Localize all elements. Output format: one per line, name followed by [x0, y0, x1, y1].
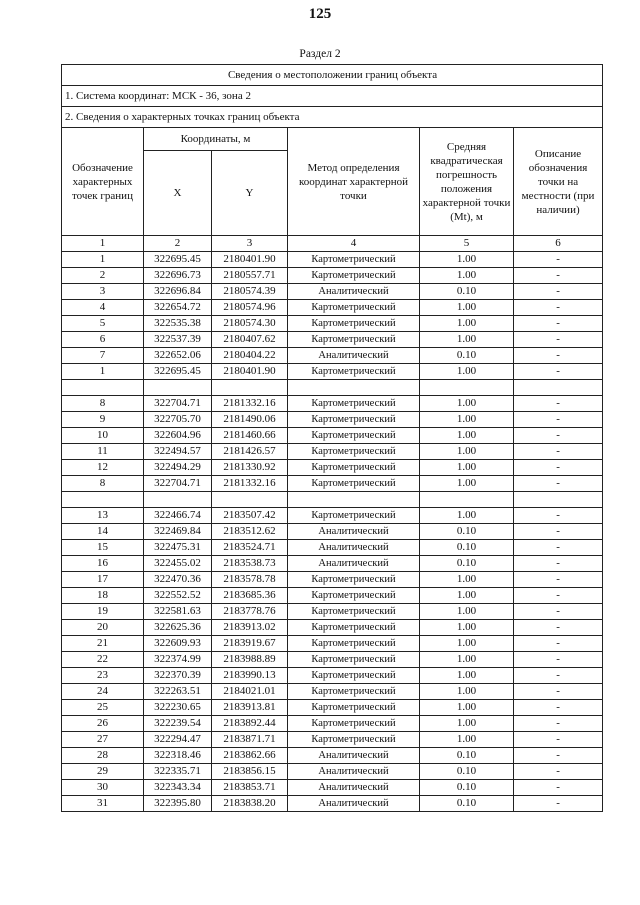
error-cell: 0.10	[420, 764, 514, 780]
error-cell: 0.10	[420, 348, 514, 364]
y-cell: 2181332.16	[212, 396, 288, 412]
description-cell: -	[514, 316, 603, 332]
description-cell: -	[514, 268, 603, 284]
y-cell: 2180407.62	[212, 332, 288, 348]
error-cell: 1.00	[420, 316, 514, 332]
table-row	[62, 444, 603, 460]
description-cell: -	[514, 284, 603, 300]
error-cell: 1.00	[420, 508, 514, 524]
error-cell: 1.00	[420, 668, 514, 684]
error-cell: 1.00	[420, 364, 514, 380]
coord-system-row	[62, 86, 603, 107]
x-cell: 322696.73	[144, 268, 212, 284]
coord-system-text: 1. Система координат: МСК - 36, зона 2	[62, 86, 603, 107]
error-cell: 1.00	[420, 476, 514, 492]
x-cell: 322696.84	[144, 284, 212, 300]
empty-cell	[62, 492, 144, 508]
error-cell: 1.00	[420, 252, 514, 268]
description-cell: -	[514, 748, 603, 764]
description-cell: -	[514, 796, 603, 812]
table-row	[62, 540, 603, 556]
point-id-cell: 9	[62, 412, 144, 428]
column-number: 5	[420, 236, 514, 252]
x-cell: 322470.36	[144, 572, 212, 588]
description-cell: -	[514, 588, 603, 604]
y-cell: 2183913.81	[212, 700, 288, 716]
empty-cell	[514, 380, 603, 396]
point-id-cell: 10	[62, 428, 144, 444]
y-cell: 2183538.73	[212, 556, 288, 572]
description-cell: -	[514, 412, 603, 428]
y-cell: 2180401.90	[212, 364, 288, 380]
error-cell: 0.10	[420, 796, 514, 812]
description-cell: -	[514, 732, 603, 748]
error-cell: 1.00	[420, 620, 514, 636]
y-cell: 2184021.01	[212, 684, 288, 700]
description-cell: -	[514, 508, 603, 524]
table-row	[62, 428, 603, 444]
table-row	[62, 748, 603, 764]
point-id-cell: 1	[62, 364, 144, 380]
description-cell: -	[514, 540, 603, 556]
error-cell: 0.10	[420, 524, 514, 540]
x-cell: 322263.51	[144, 684, 212, 700]
description-cell: -	[514, 300, 603, 316]
error-cell: 1.00	[420, 444, 514, 460]
table-row	[62, 764, 603, 780]
y-cell: 2183778.76	[212, 604, 288, 620]
point-id-cell: 8	[62, 476, 144, 492]
point-id-cell: 7	[62, 348, 144, 364]
error-cell: 1.00	[420, 700, 514, 716]
y-cell: 2183871.71	[212, 732, 288, 748]
method-cell: Аналитический	[288, 556, 420, 572]
description-cell: -	[514, 700, 603, 716]
x-cell: 322466.74	[144, 508, 212, 524]
y-cell: 2183512.62	[212, 524, 288, 540]
point-id-cell: 26	[62, 716, 144, 732]
empty-cell	[420, 492, 514, 508]
method-cell: Аналитический	[288, 348, 420, 364]
description-cell: -	[514, 636, 603, 652]
page-number: 125	[308, 6, 332, 22]
error-cell: 1.00	[420, 636, 514, 652]
x-cell: 322609.93	[144, 636, 212, 652]
description-cell: -	[514, 764, 603, 780]
point-id-cell: 6	[62, 332, 144, 348]
method-cell: Картометрический	[288, 444, 420, 460]
description-cell: -	[514, 364, 603, 380]
method-cell: Картометрический	[288, 428, 420, 444]
table-row	[62, 332, 603, 348]
y-cell: 2183892.44	[212, 716, 288, 732]
y-cell: 2181490.06	[212, 412, 288, 428]
description-cell: -	[514, 476, 603, 492]
empty-cell	[212, 380, 288, 396]
empty-cell	[212, 492, 288, 508]
error-cell: 1.00	[420, 684, 514, 700]
x-cell: 322695.45	[144, 364, 212, 380]
error-cell: 1.00	[420, 716, 514, 732]
column-number: 2	[144, 236, 212, 252]
table-row	[62, 316, 603, 332]
empty-cell	[62, 380, 144, 396]
empty-cell	[144, 492, 212, 508]
description-cell: -	[514, 620, 603, 636]
x-cell: 322318.46	[144, 748, 212, 764]
y-cell: 2183913.02	[212, 620, 288, 636]
x-cell: 322335.71	[144, 764, 212, 780]
y-cell: 2183524.71	[212, 540, 288, 556]
x-cell: 322374.99	[144, 652, 212, 668]
y-cell: 2183990.13	[212, 668, 288, 684]
empty-cell	[144, 380, 212, 396]
table-row	[62, 460, 603, 476]
method-cell: Картометрический	[288, 268, 420, 284]
method-cell: Картометрический	[288, 460, 420, 476]
table-row	[62, 620, 603, 636]
table-row	[62, 348, 603, 364]
method-cell: Картометрический	[288, 620, 420, 636]
table-row	[62, 652, 603, 668]
description-cell: -	[514, 444, 603, 460]
table-row	[62, 412, 603, 428]
error-cell: 1.00	[420, 428, 514, 444]
header-description: Описание обозначения точки на местности (при наличии)	[514, 128, 603, 236]
method-cell: Картометрический	[288, 300, 420, 316]
error-cell: 1.00	[420, 396, 514, 412]
error-cell: 0.10	[420, 540, 514, 556]
point-id-cell: 19	[62, 604, 144, 620]
point-id-cell: 31	[62, 796, 144, 812]
point-id-cell: 11	[62, 444, 144, 460]
empty-cell	[288, 492, 420, 508]
x-cell: 322370.39	[144, 668, 212, 684]
header-point-id: Обозначение характерных точек границ	[62, 128, 144, 236]
y-cell: 2181426.57	[212, 444, 288, 460]
description-cell: -	[514, 460, 603, 476]
method-cell: Картометрический	[288, 476, 420, 492]
method-cell: Аналитический	[288, 284, 420, 300]
method-cell: Картометрический	[288, 588, 420, 604]
point-id-cell: 1	[62, 252, 144, 268]
table-spacer-row	[62, 380, 603, 396]
x-cell: 322654.72	[144, 300, 212, 316]
description-cell: -	[514, 652, 603, 668]
y-cell: 2180404.22	[212, 348, 288, 364]
y-cell: 2183862.66	[212, 748, 288, 764]
points-caption-text: 2. Сведения о характерных точках границ объекта	[62, 107, 603, 128]
column-number: 1	[62, 236, 144, 252]
x-cell: 322625.36	[144, 620, 212, 636]
method-cell: Картометрический	[288, 508, 420, 524]
column-number: 6	[514, 236, 603, 252]
table-row	[62, 396, 603, 412]
method-cell: Картометрический	[288, 396, 420, 412]
table-row	[62, 716, 603, 732]
x-cell: 322395.80	[144, 796, 212, 812]
description-cell: -	[514, 604, 603, 620]
table-row	[62, 508, 603, 524]
table-spacer-row	[62, 492, 603, 508]
table-title: Сведения о местоположении границ объекта	[62, 65, 603, 86]
method-cell: Аналитический	[288, 780, 420, 796]
point-id-cell: 30	[62, 780, 144, 796]
x-cell: 322455.02	[144, 556, 212, 572]
error-cell: 0.10	[420, 748, 514, 764]
boundary-points-table	[61, 64, 603, 812]
x-cell: 322343.34	[144, 780, 212, 796]
y-cell: 2180401.90	[212, 252, 288, 268]
x-cell: 322230.65	[144, 700, 212, 716]
description-cell: -	[514, 684, 603, 700]
description-cell: -	[514, 524, 603, 540]
description-cell: -	[514, 252, 603, 268]
table-row	[62, 604, 603, 620]
method-cell: Аналитический	[288, 748, 420, 764]
y-cell: 2183578.78	[212, 572, 288, 588]
table-row	[62, 684, 603, 700]
point-id-cell: 21	[62, 636, 144, 652]
x-cell: 322469.84	[144, 524, 212, 540]
error-cell: 1.00	[420, 652, 514, 668]
x-cell: 322535.38	[144, 316, 212, 332]
x-cell: 322552.52	[144, 588, 212, 604]
table-row	[62, 268, 603, 284]
description-cell: -	[514, 572, 603, 588]
error-cell: 1.00	[420, 412, 514, 428]
method-cell: Аналитический	[288, 796, 420, 812]
section-title: Раздел 2	[299, 48, 341, 60]
table-row	[62, 284, 603, 300]
table-row	[62, 252, 603, 268]
method-cell: Аналитический	[288, 524, 420, 540]
x-cell: 322705.70	[144, 412, 212, 428]
point-id-cell: 2	[62, 268, 144, 284]
method-cell: Картометрический	[288, 700, 420, 716]
error-cell: 1.00	[420, 300, 514, 316]
y-cell: 2183856.15	[212, 764, 288, 780]
table-row	[62, 732, 603, 748]
method-cell: Картометрический	[288, 572, 420, 588]
method-cell: Картометрический	[288, 412, 420, 428]
point-id-cell: 17	[62, 572, 144, 588]
x-cell: 322581.63	[144, 604, 212, 620]
method-cell: Картометрический	[288, 732, 420, 748]
point-id-cell: 29	[62, 764, 144, 780]
empty-cell	[514, 492, 603, 508]
y-cell: 2181460.66	[212, 428, 288, 444]
point-id-cell: 4	[62, 300, 144, 316]
y-cell: 2180574.96	[212, 300, 288, 316]
description-cell: -	[514, 556, 603, 572]
table-row	[62, 636, 603, 652]
column-number: 3	[212, 236, 288, 252]
error-cell: 0.10	[420, 556, 514, 572]
header-error: Средняя квадратическая погрешность положения характерной точки (Mt), м	[420, 128, 514, 236]
point-id-cell: 27	[62, 732, 144, 748]
x-cell: 322294.47	[144, 732, 212, 748]
description-cell: -	[514, 396, 603, 412]
x-cell: 322239.54	[144, 716, 212, 732]
error-cell: 1.00	[420, 732, 514, 748]
table-row	[62, 700, 603, 716]
table-row	[62, 588, 603, 604]
point-id-cell: 22	[62, 652, 144, 668]
error-cell: 1.00	[420, 268, 514, 284]
x-cell: 322475.31	[144, 540, 212, 556]
y-cell: 2180574.39	[212, 284, 288, 300]
error-cell: 1.00	[420, 332, 514, 348]
point-id-cell: 5	[62, 316, 144, 332]
method-cell: Картометрический	[288, 364, 420, 380]
error-cell: 1.00	[420, 572, 514, 588]
header-row-top	[62, 128, 603, 151]
x-cell: 322695.45	[144, 252, 212, 268]
error-cell: 0.10	[420, 780, 514, 796]
description-cell: -	[514, 780, 603, 796]
x-cell: 322494.29	[144, 460, 212, 476]
point-id-cell: 3	[62, 284, 144, 300]
description-cell: -	[514, 428, 603, 444]
x-cell: 322494.57	[144, 444, 212, 460]
method-cell: Картометрический	[288, 716, 420, 732]
x-cell: 322704.71	[144, 396, 212, 412]
method-cell: Картометрический	[288, 604, 420, 620]
table-row	[62, 780, 603, 796]
column-numbers-row	[62, 236, 603, 252]
table-row	[62, 524, 603, 540]
header-y: Y	[212, 151, 288, 236]
point-id-cell: 16	[62, 556, 144, 572]
table-row	[62, 556, 603, 572]
point-id-cell: 25	[62, 700, 144, 716]
points-caption-row	[62, 107, 603, 128]
y-cell: 2181330.92	[212, 460, 288, 476]
table-row	[62, 364, 603, 380]
empty-cell	[288, 380, 420, 396]
x-cell: 322652.06	[144, 348, 212, 364]
header-method: Метод определения координат характерной точки	[288, 128, 420, 236]
error-cell: 0.10	[420, 284, 514, 300]
description-cell: -	[514, 332, 603, 348]
point-id-cell: 28	[62, 748, 144, 764]
x-cell: 322704.71	[144, 476, 212, 492]
table-row	[62, 796, 603, 812]
table-row	[62, 572, 603, 588]
method-cell: Картометрический	[288, 636, 420, 652]
error-cell: 1.00	[420, 460, 514, 476]
point-id-cell: 20	[62, 620, 144, 636]
y-cell: 2183685.36	[212, 588, 288, 604]
y-cell: 2180557.71	[212, 268, 288, 284]
point-id-cell: 24	[62, 684, 144, 700]
y-cell: 2180574.30	[212, 316, 288, 332]
error-cell: 1.00	[420, 588, 514, 604]
method-cell: Картометрический	[288, 252, 420, 268]
y-cell: 2183838.20	[212, 796, 288, 812]
y-cell: 2183988.89	[212, 652, 288, 668]
method-cell: Аналитический	[288, 540, 420, 556]
header-x: X	[144, 151, 212, 236]
header-coords: Координаты, м	[144, 128, 288, 151]
point-id-cell: 8	[62, 396, 144, 412]
y-cell: 2183507.42	[212, 508, 288, 524]
empty-cell	[420, 380, 514, 396]
method-cell: Картометрический	[288, 668, 420, 684]
description-cell: -	[514, 716, 603, 732]
y-cell: 2181332.16	[212, 476, 288, 492]
y-cell: 2183919.67	[212, 636, 288, 652]
error-cell: 1.00	[420, 604, 514, 620]
point-id-cell: 18	[62, 588, 144, 604]
column-number: 4	[288, 236, 420, 252]
method-cell: Картометрический	[288, 684, 420, 700]
method-cell: Аналитический	[288, 764, 420, 780]
point-id-cell: 15	[62, 540, 144, 556]
point-id-cell: 12	[62, 460, 144, 476]
method-cell: Картометрический	[288, 652, 420, 668]
x-cell: 322604.96	[144, 428, 212, 444]
table-title-row	[62, 65, 603, 86]
description-cell: -	[514, 668, 603, 684]
method-cell: Картометрический	[288, 332, 420, 348]
point-id-cell: 13	[62, 508, 144, 524]
point-id-cell: 23	[62, 668, 144, 684]
table-row	[62, 668, 603, 684]
point-id-cell: 14	[62, 524, 144, 540]
y-cell: 2183853.71	[212, 780, 288, 796]
table-row	[62, 300, 603, 316]
method-cell: Картометрический	[288, 316, 420, 332]
x-cell: 322537.39	[144, 332, 212, 348]
table-row	[62, 476, 603, 492]
description-cell: -	[514, 348, 603, 364]
